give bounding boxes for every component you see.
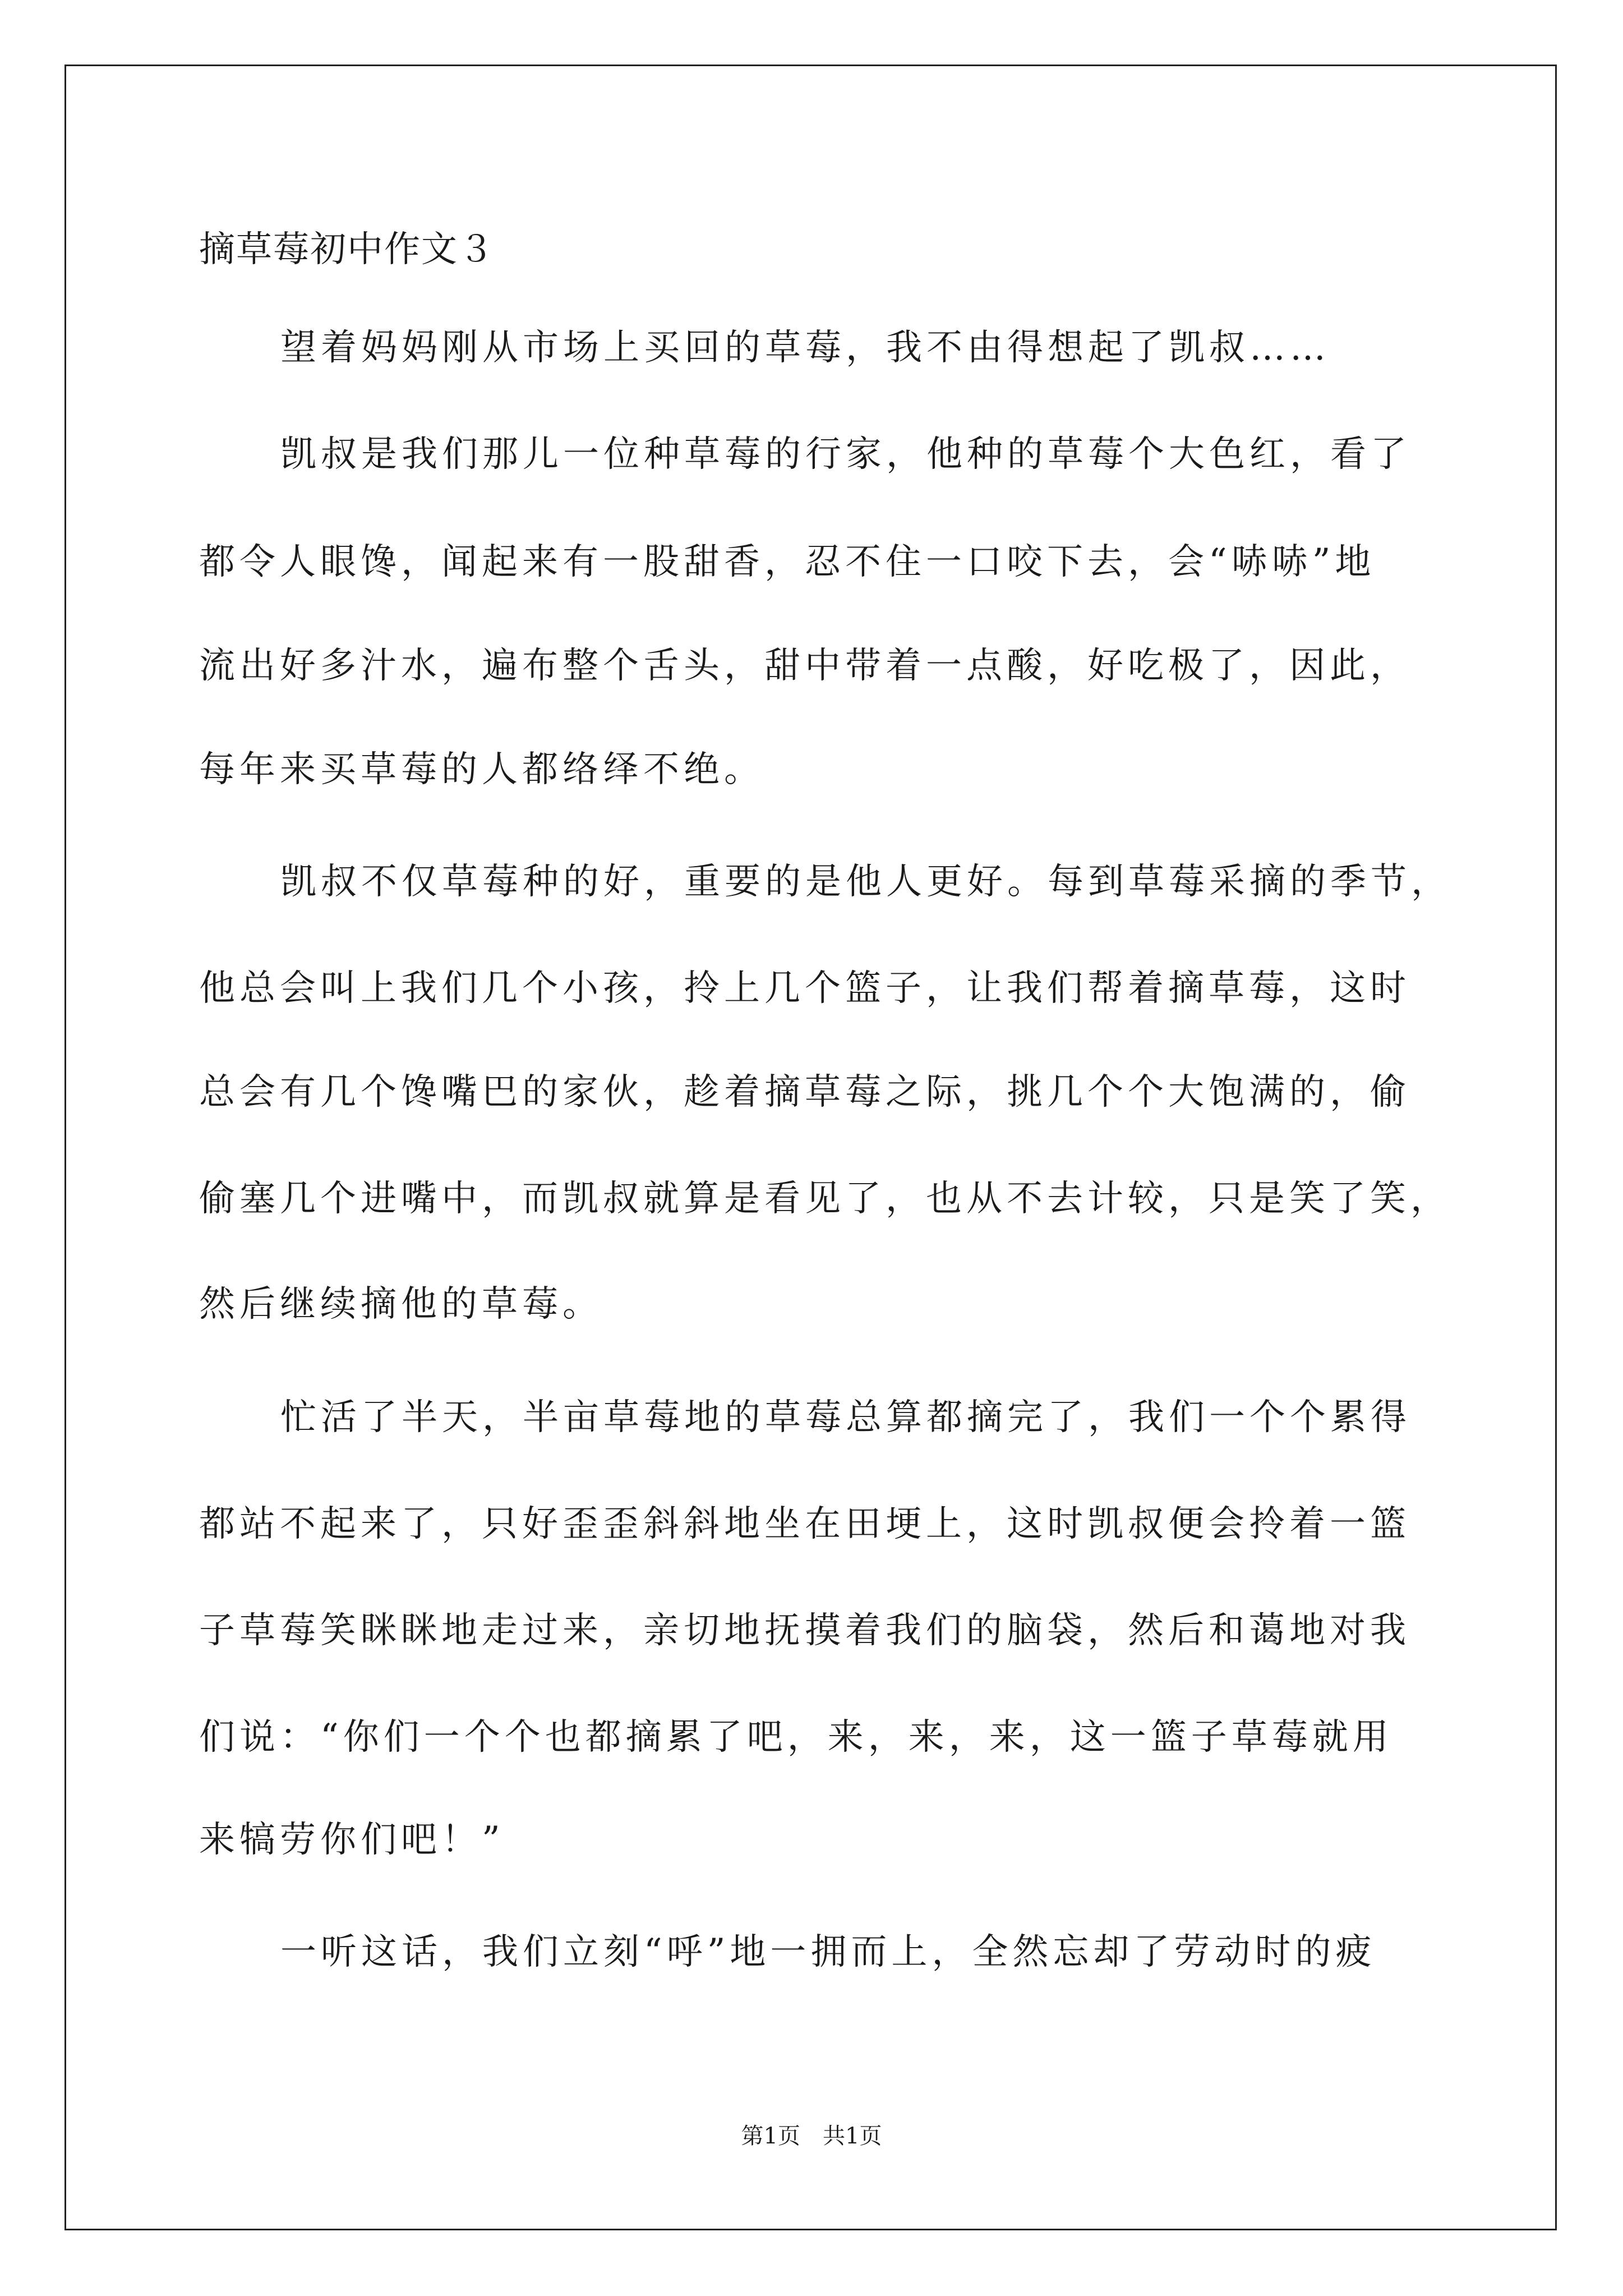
text-line: 每年来买草莓的人都络绎不绝。 [199,749,764,790]
text-line: 们说：“你们一个个也都摘累了吧，来，来，来，这一篮子草莓就用 [199,1717,1393,1758]
text-line: 都站不起来了，只好歪歪斜斜地坐在田埂上，这时凯叔便会拎着一篮 [199,1503,1410,1545]
text-line: 一听这话，我们立刻“呼”地一拥而上，全然忘却了劳动时的疲 [280,1931,1376,1973]
text-line: 他总会叫上我们几个小孩，拎上几个篮子，让我们帮着摘草莓，这时 [199,968,1410,1009]
text-line: 凯叔是我们那儿一位种草莓的行家，他种的草莓个大色红，看了 [280,434,1411,475]
text-line: 望着妈妈刚从市场上买回的草莓，我不由得想起了凯叔…… [280,327,1330,369]
document-title: 摘草莓初中作文３ [199,229,495,270]
text-line: 凯叔不仅草莓种的好，重要的是他人更好。每到草莓采摘的季节， [280,861,1451,903]
text-line: 总会有几个馋嘴巴的家伙，趁着摘草莓之际，挑几个个大饱满的，偷 [199,1071,1410,1113]
text-line: 都令人眼馋，闻起来有一股甜香，忍不住一口咬下去，会“哧哧”地 [199,541,1376,583]
text-line: 然后继续摘他的草莓。 [199,1283,603,1325]
text-line: 偷塞几个进嘴中，而凯叔就算是看见了，也从不去计较，只是笑了笑， [199,1178,1451,1220]
text-line: 流出好多汁水，遍布整个舌头，甜中带着一点酸，好吃极了，因此， [199,645,1410,687]
page-border [64,65,1557,2230]
text-line: 子草莓笑眯眯地走过来，亲切地抚摸着我们的脑袋，然后和蔼地对我 [199,1610,1410,1651]
text-line: 来犒劳你们吧！” [199,1819,505,1861]
text-line: 忙活了半天，半亩草莓地的草莓总算都摘完了，我们一个个累得 [280,1397,1411,1438]
page-footer: 第1页 共1页 [741,2123,882,2149]
